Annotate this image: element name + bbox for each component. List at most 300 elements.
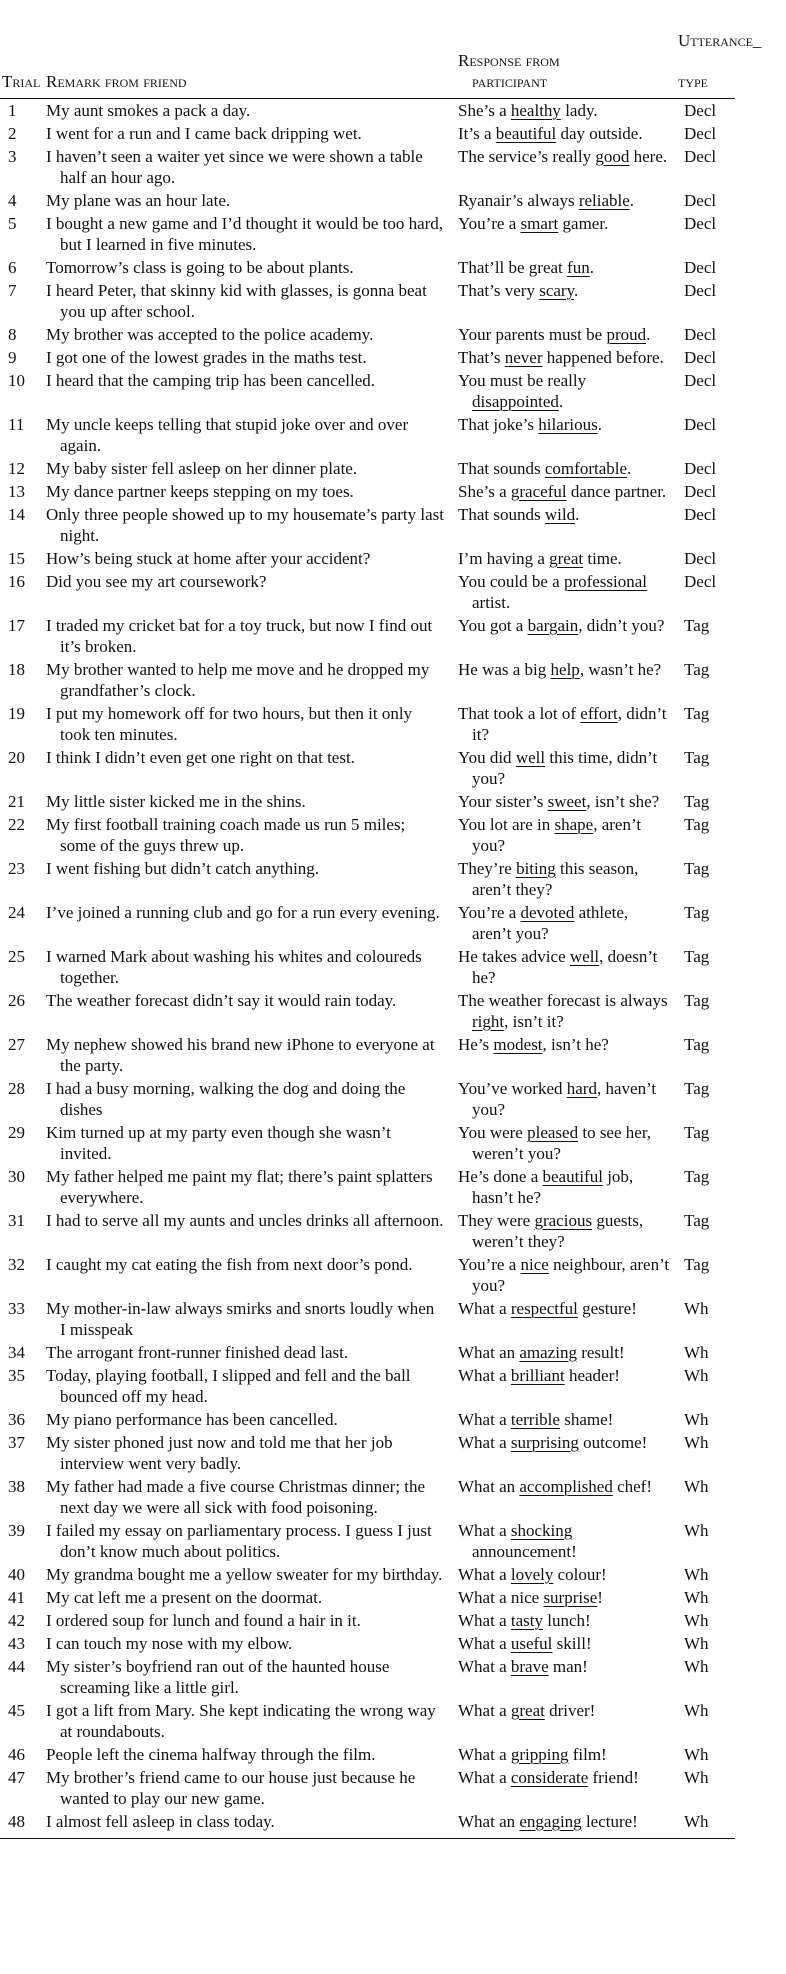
remark-text: I got one of the lowest grades in the maths test. xyxy=(46,347,367,367)
response-post: happened before. xyxy=(542,347,664,367)
response-cell xyxy=(452,1121,674,1165)
remark-text: I had a busy morning, walking the dog and doing the dishes xyxy=(46,1078,406,1119)
response-pre: You’re a xyxy=(458,213,521,233)
table-row xyxy=(0,945,735,989)
response-text xyxy=(458,1122,670,1164)
response-text xyxy=(458,615,670,636)
response-text xyxy=(458,146,670,167)
response-pre: He’s done a xyxy=(458,1166,543,1186)
utterance-type: Wh xyxy=(684,1656,709,1676)
remark-cell xyxy=(46,1033,452,1077)
response-post: film! xyxy=(568,1744,607,1764)
table-row xyxy=(0,1475,735,1519)
utterance-type: Tag xyxy=(684,659,710,679)
trial-number: 43 xyxy=(8,1633,25,1653)
response-cell xyxy=(452,1743,674,1766)
response-post: . xyxy=(597,414,603,434)
header-type-line1: Utterance_ xyxy=(678,31,762,50)
response-text xyxy=(458,1633,670,1654)
trial-number: 36 xyxy=(8,1409,25,1429)
trial-number: 38 xyxy=(8,1476,25,1496)
remark-text: I got a lift from Mary. She kept indicating the wrong way at roundabouts. xyxy=(46,1700,436,1741)
remark-cell xyxy=(46,1766,452,1810)
response-post: , wasn’t he? xyxy=(579,659,662,679)
response-keyword: hilarious xyxy=(538,414,598,434)
response-post: gamer. xyxy=(558,213,609,233)
utterance-type: Tag xyxy=(684,703,710,723)
response-pre: You were xyxy=(458,1122,528,1142)
response-keyword: considerate xyxy=(510,1767,589,1787)
response-cell xyxy=(452,98,674,122)
utterance-type: Wh xyxy=(684,1365,709,1385)
trial-number: 12 xyxy=(8,458,25,478)
header-response xyxy=(452,0,674,98)
utterance-type: Decl xyxy=(684,347,717,367)
response-keyword: biting xyxy=(516,858,556,878)
utterance-type: Decl xyxy=(684,100,717,120)
response-keyword: lovely xyxy=(510,1564,554,1584)
response-cell xyxy=(452,413,674,457)
remark-cell xyxy=(46,256,452,279)
remark-text: Tomorrow’s class is going to be about plants. xyxy=(46,257,354,277)
remark-cell xyxy=(46,813,452,857)
response-pre: They’re xyxy=(458,858,517,878)
response-post: header! xyxy=(564,1365,620,1385)
response-pre: What an xyxy=(458,1342,520,1362)
utterance-type: Wh xyxy=(674,1810,735,1839)
response-cell xyxy=(452,122,674,145)
remark-cell xyxy=(46,1609,452,1632)
response-text xyxy=(458,1254,670,1296)
remark-cell xyxy=(46,1165,452,1209)
response-cell xyxy=(452,1766,674,1810)
response-post: day outside. xyxy=(556,123,643,143)
response-pre: What a xyxy=(458,1744,511,1764)
response-pre: That’ll be great xyxy=(458,257,568,277)
response-cell xyxy=(452,746,674,790)
response-pre: He’s xyxy=(458,1034,494,1054)
remark-text: I’ve joined a running club and go for a run every evening. xyxy=(46,902,440,922)
response-text xyxy=(458,902,670,944)
remark-text: My sister phoned just now and told me that her job interview went very badly. xyxy=(46,1432,393,1473)
response-text xyxy=(458,1520,670,1562)
response-post: chef! xyxy=(612,1476,652,1496)
response-text xyxy=(458,1656,670,1677)
response-text xyxy=(458,747,670,789)
response-text xyxy=(458,257,670,278)
remark-cell xyxy=(46,1699,452,1743)
trial-number: 10 xyxy=(8,370,25,390)
trial-number: 22 xyxy=(8,814,25,834)
response-post: , isn’t he? xyxy=(542,1034,609,1054)
table-row xyxy=(0,346,735,369)
header-response-line2: participant xyxy=(472,71,548,91)
trial-number: 46 xyxy=(8,1744,25,1764)
remark-cell xyxy=(46,901,452,945)
utterance-type: Wh xyxy=(684,1298,709,1318)
table-row xyxy=(0,1743,735,1766)
table-row xyxy=(0,457,735,480)
utterance-type: Tag xyxy=(684,814,710,834)
utterance-type: Tag xyxy=(684,1078,710,1098)
remark-text: People left the cinema halfway through the film. xyxy=(46,1744,376,1764)
response-cell xyxy=(452,1253,674,1297)
remark-cell xyxy=(46,1341,452,1364)
remark-text: I haven’t seen a waiter yet since we were shown a table half an hour ago. xyxy=(46,146,423,187)
table-row xyxy=(0,813,735,857)
table-row xyxy=(0,503,735,547)
response-post: shame! xyxy=(559,1409,614,1429)
response-keyword: well xyxy=(569,946,600,966)
trial-number: 42 xyxy=(8,1610,25,1630)
table-row xyxy=(0,212,735,256)
response-text xyxy=(458,1034,670,1055)
utterance-type: Tag xyxy=(684,990,710,1010)
response-text xyxy=(458,1700,670,1721)
response-text xyxy=(458,1210,670,1252)
remark-text: Did you see my art coursework? xyxy=(46,571,267,591)
trial-number: 41 xyxy=(8,1587,25,1607)
response-post: , aren’t you? xyxy=(472,814,642,855)
trial-number: 26 xyxy=(8,990,25,1010)
remark-cell xyxy=(46,1431,452,1475)
remark-cell xyxy=(46,212,452,256)
remark-cell xyxy=(46,1519,452,1563)
response-keyword: beautiful xyxy=(542,1166,603,1186)
utterance-type: Wh xyxy=(684,1767,709,1787)
response-cell xyxy=(452,547,674,570)
response-text xyxy=(458,123,670,144)
remark-cell xyxy=(46,1563,452,1586)
trial-number: 23 xyxy=(8,858,25,878)
table-row xyxy=(0,547,735,570)
table-row xyxy=(0,857,735,901)
utterance-type: Wh xyxy=(684,1520,709,1540)
utterance-type: Wh xyxy=(684,1587,709,1607)
response-keyword: right xyxy=(472,1011,505,1031)
response-keyword: professional xyxy=(563,571,648,591)
trial-number: 45 xyxy=(8,1700,25,1720)
trial-number: 9 xyxy=(8,347,17,367)
utterance-type: Decl xyxy=(684,190,717,210)
remark-cell xyxy=(46,279,452,323)
response-pre: That joke’s xyxy=(458,414,539,434)
response-text xyxy=(458,1564,670,1585)
response-pre: That’s xyxy=(458,347,505,367)
response-keyword: graceful xyxy=(510,481,567,501)
trial-number: 1 xyxy=(8,100,17,120)
response-cell xyxy=(452,346,674,369)
table-row xyxy=(0,1810,735,1839)
response-text xyxy=(458,1298,670,1319)
remark-text: I almost fell asleep in class today. xyxy=(46,1811,275,1831)
response-pre: Your sister’s xyxy=(458,791,548,811)
table-row xyxy=(0,1655,735,1699)
response-pre: Ryanair’s always xyxy=(458,190,579,210)
response-cell xyxy=(452,1810,674,1839)
utterance-type: Decl xyxy=(684,123,717,143)
response-keyword: smart xyxy=(520,213,559,233)
response-post: here. xyxy=(629,146,668,166)
table-row xyxy=(0,413,735,457)
remark-cell xyxy=(46,547,452,570)
response-keyword: respectful xyxy=(510,1298,578,1318)
utterance-type: Decl xyxy=(684,504,717,524)
remark-cell xyxy=(46,1209,452,1253)
remark-text: My dance partner keeps stepping on my toes. xyxy=(46,481,354,501)
utterance-type: Tag xyxy=(684,791,710,811)
remark-cell xyxy=(46,1810,452,1839)
utterance-type: Tag xyxy=(684,747,710,767)
response-keyword: engaging xyxy=(519,1811,582,1831)
utterance-type: Tag xyxy=(684,946,710,966)
trial-number: 7 xyxy=(8,280,17,300)
trial-number: 25 xyxy=(8,946,25,966)
table-row xyxy=(0,189,735,212)
response-cell xyxy=(452,503,674,547)
utterance-type: Decl xyxy=(684,146,717,166)
response-keyword: fun xyxy=(567,257,590,277)
remark-cell xyxy=(46,1743,452,1766)
response-cell xyxy=(452,279,674,323)
remark-text: I put my homework off for two hours, but then it only took ten minutes. xyxy=(46,703,413,744)
response-cell xyxy=(452,1586,674,1609)
table-body xyxy=(0,98,735,1838)
table-row xyxy=(0,1364,735,1408)
response-keyword: gripping xyxy=(510,1744,569,1764)
response-post: colour! xyxy=(553,1564,607,1584)
trial-number: 24 xyxy=(8,902,25,922)
trial-number: 11 xyxy=(8,414,25,434)
table-row xyxy=(0,570,735,614)
table-row xyxy=(0,1563,735,1586)
response-cell xyxy=(452,457,674,480)
remark-cell xyxy=(46,1408,452,1431)
remark-cell xyxy=(46,1253,452,1297)
response-text xyxy=(458,414,670,435)
remark-text: My brother’s friend came to our house just because he wanted to play our new game. xyxy=(46,1767,416,1808)
response-pre: The weather forecast is always xyxy=(458,990,668,1010)
table-row xyxy=(0,1609,735,1632)
response-cell xyxy=(452,989,674,1033)
remark-text: How’s being stuck at home after your accident? xyxy=(46,548,371,568)
trial-number: 3 xyxy=(8,146,17,166)
response-pre: What a xyxy=(458,1610,511,1630)
remark-text: I heard that the camping trip has been cancelled. xyxy=(46,370,375,390)
remark-cell xyxy=(46,189,452,212)
utterance-type: Tag xyxy=(684,1166,710,1186)
table-row xyxy=(0,1519,735,1563)
utterance-type: Decl xyxy=(684,280,717,300)
response-cell xyxy=(452,1033,674,1077)
response-keyword: good xyxy=(595,146,630,166)
response-keyword: great xyxy=(549,548,584,568)
trial-number: 16 xyxy=(8,571,25,591)
trial-number: 35 xyxy=(8,1365,25,1385)
remark-text: My mother-in-law always smirks and snorts loudly when I misspeak xyxy=(46,1298,435,1339)
response-keyword: shape xyxy=(554,814,594,834)
table-row xyxy=(0,323,735,346)
trial-number: 21 xyxy=(8,791,25,811)
utterance-type: Tag xyxy=(684,1254,710,1274)
response-pre: What a xyxy=(458,1520,511,1540)
trial-number: 32 xyxy=(8,1254,25,1274)
response-text xyxy=(458,814,670,856)
remark-text: I traded my cricket bat for a toy truck, but now I find out it’s broken. xyxy=(46,615,433,656)
response-cell xyxy=(452,145,674,189)
response-text xyxy=(458,858,670,900)
response-cell xyxy=(452,480,674,503)
trial-number: 13 xyxy=(8,481,25,501)
response-keyword: proud xyxy=(606,324,647,344)
trial-number: 6 xyxy=(8,257,17,277)
response-cell xyxy=(452,1408,674,1431)
remark-cell xyxy=(46,989,452,1033)
response-text xyxy=(458,659,670,680)
response-keyword: pleased xyxy=(527,1122,579,1142)
remark-cell xyxy=(46,480,452,503)
response-post: friend! xyxy=(588,1767,639,1787)
response-post: lunch! xyxy=(542,1610,591,1630)
table-row xyxy=(0,1586,735,1609)
response-keyword: nice xyxy=(520,1254,549,1274)
response-post: , isn’t she? xyxy=(586,791,660,811)
remark-text: The arrogant front-runner finished dead last. xyxy=(46,1342,349,1362)
response-pre: They were xyxy=(458,1210,535,1230)
remark-text: My father helped me paint my flat; there’s paint splatters everywhere. xyxy=(46,1166,433,1207)
response-keyword: scary xyxy=(539,280,574,300)
response-text xyxy=(458,458,670,479)
response-pre: What a xyxy=(458,1298,511,1318)
remark-text: My first football training coach made us run 5 miles; some of the guys threw up. xyxy=(46,814,406,855)
response-keyword: healthy xyxy=(510,100,561,120)
utterance-type: Decl xyxy=(684,213,717,233)
response-pre: He takes advice xyxy=(458,946,570,966)
header-utterance-type xyxy=(674,0,762,98)
utterance-type: Wh xyxy=(684,1744,709,1764)
trial-number: 33 xyxy=(8,1298,25,1318)
response-text xyxy=(458,370,670,412)
response-text xyxy=(458,791,670,812)
remark-text: I can touch my nose with my elbow. xyxy=(46,1633,293,1653)
remark-text: My sister’s boyfriend ran out of the haunted house screaming like a little girl. xyxy=(46,1656,390,1697)
utterance-type: Decl xyxy=(684,481,717,501)
trial-number: 20 xyxy=(8,747,25,767)
response-pre: What a xyxy=(458,1767,511,1787)
remark-text: I heard Peter, that skinny kid with glasses, is gonna beat you up after school. xyxy=(46,280,427,321)
response-keyword: gracious xyxy=(534,1210,593,1230)
response-cell xyxy=(452,323,674,346)
remark-cell xyxy=(46,570,452,614)
remark-text: Today, playing football, I slipped and fell and the ball bounced off my head. xyxy=(46,1365,411,1406)
table-row xyxy=(0,658,735,702)
response-post: result! xyxy=(576,1342,625,1362)
remark-cell xyxy=(46,658,452,702)
remark-text: My brother was accepted to the police academy. xyxy=(46,324,374,344)
response-cell xyxy=(452,1519,674,1563)
table-row xyxy=(0,1165,735,1209)
utterance-type: Decl xyxy=(684,324,717,344)
remark-text: My cat left me a present on the doormat. xyxy=(46,1587,323,1607)
trial-number: 47 xyxy=(8,1767,25,1787)
table-header xyxy=(0,0,762,98)
response-text xyxy=(458,280,670,301)
response-text xyxy=(458,100,670,121)
trial-number: 40 xyxy=(8,1564,25,1584)
utterance-type: Decl xyxy=(684,370,717,390)
table-row xyxy=(0,1297,735,1341)
trial-number: 19 xyxy=(8,703,25,723)
utterance-type: Tag xyxy=(684,902,710,922)
utterance-type: Tag xyxy=(684,1210,710,1230)
response-cell xyxy=(452,1364,674,1408)
response-cell xyxy=(452,857,674,901)
response-post: lady. xyxy=(560,100,598,120)
remark-cell xyxy=(46,1475,452,1519)
response-post: . xyxy=(573,280,579,300)
response-pre: I’m having a xyxy=(458,548,550,568)
trial-number: 30 xyxy=(8,1166,25,1186)
response-pre: You got a xyxy=(458,615,528,635)
response-cell xyxy=(452,614,674,658)
remark-cell xyxy=(46,413,452,457)
remark-text: I think I didn’t even get one right on that test. xyxy=(46,747,355,767)
response-pre: The service’s really xyxy=(458,146,596,166)
response-text xyxy=(458,1365,670,1386)
response-text xyxy=(458,324,670,345)
table-row xyxy=(0,1431,735,1475)
response-keyword: effort xyxy=(580,703,618,723)
response-cell xyxy=(452,1077,674,1121)
table-row xyxy=(0,1408,735,1431)
response-post: outcome! xyxy=(578,1432,648,1452)
remark-text: I failed my essay on parliamentary process. I guess I just don’t know much about politics. xyxy=(46,1520,432,1561)
response-text xyxy=(458,504,670,525)
response-post: this time, didn’t you? xyxy=(472,747,658,788)
trial-number: 28 xyxy=(8,1078,25,1098)
response-cell xyxy=(452,901,674,945)
response-pre: What a xyxy=(458,1633,511,1653)
utterance-type: Wh xyxy=(684,1564,709,1584)
remark-cell xyxy=(46,1077,452,1121)
remark-text: I caught my cat eating the fish from next door’s pond. xyxy=(46,1254,413,1274)
table-row xyxy=(0,1121,735,1165)
response-post: , didn’t you? xyxy=(578,615,665,635)
response-pre: She’s a xyxy=(458,100,511,120)
response-post: . xyxy=(589,257,594,277)
table-row xyxy=(0,1033,735,1077)
response-cell xyxy=(452,1699,674,1743)
utterance-type: Tag xyxy=(684,615,710,635)
trial-number: 48 xyxy=(0,1810,46,1839)
remark-text: My brother wanted to help me move and he dropped my grandfather’s clock. xyxy=(46,659,430,700)
response-post: artist. xyxy=(472,592,511,612)
remark-cell xyxy=(46,1121,452,1165)
response-text xyxy=(458,1166,670,1208)
table-row xyxy=(0,790,735,813)
utterance-type: Wh xyxy=(684,1633,709,1653)
response-pre: What a xyxy=(458,1409,511,1429)
response-keyword: comfortable xyxy=(544,458,628,478)
response-post: to see her, weren’t you? xyxy=(472,1122,652,1163)
remark-cell xyxy=(46,369,452,413)
response-post: , didn’t it? xyxy=(472,703,667,744)
remark-text: My baby sister fell asleep on her dinner plate. xyxy=(46,458,358,478)
response-text xyxy=(458,548,670,569)
response-keyword: surprise xyxy=(543,1587,598,1607)
response-cell xyxy=(452,1341,674,1364)
response-cell xyxy=(452,945,674,989)
